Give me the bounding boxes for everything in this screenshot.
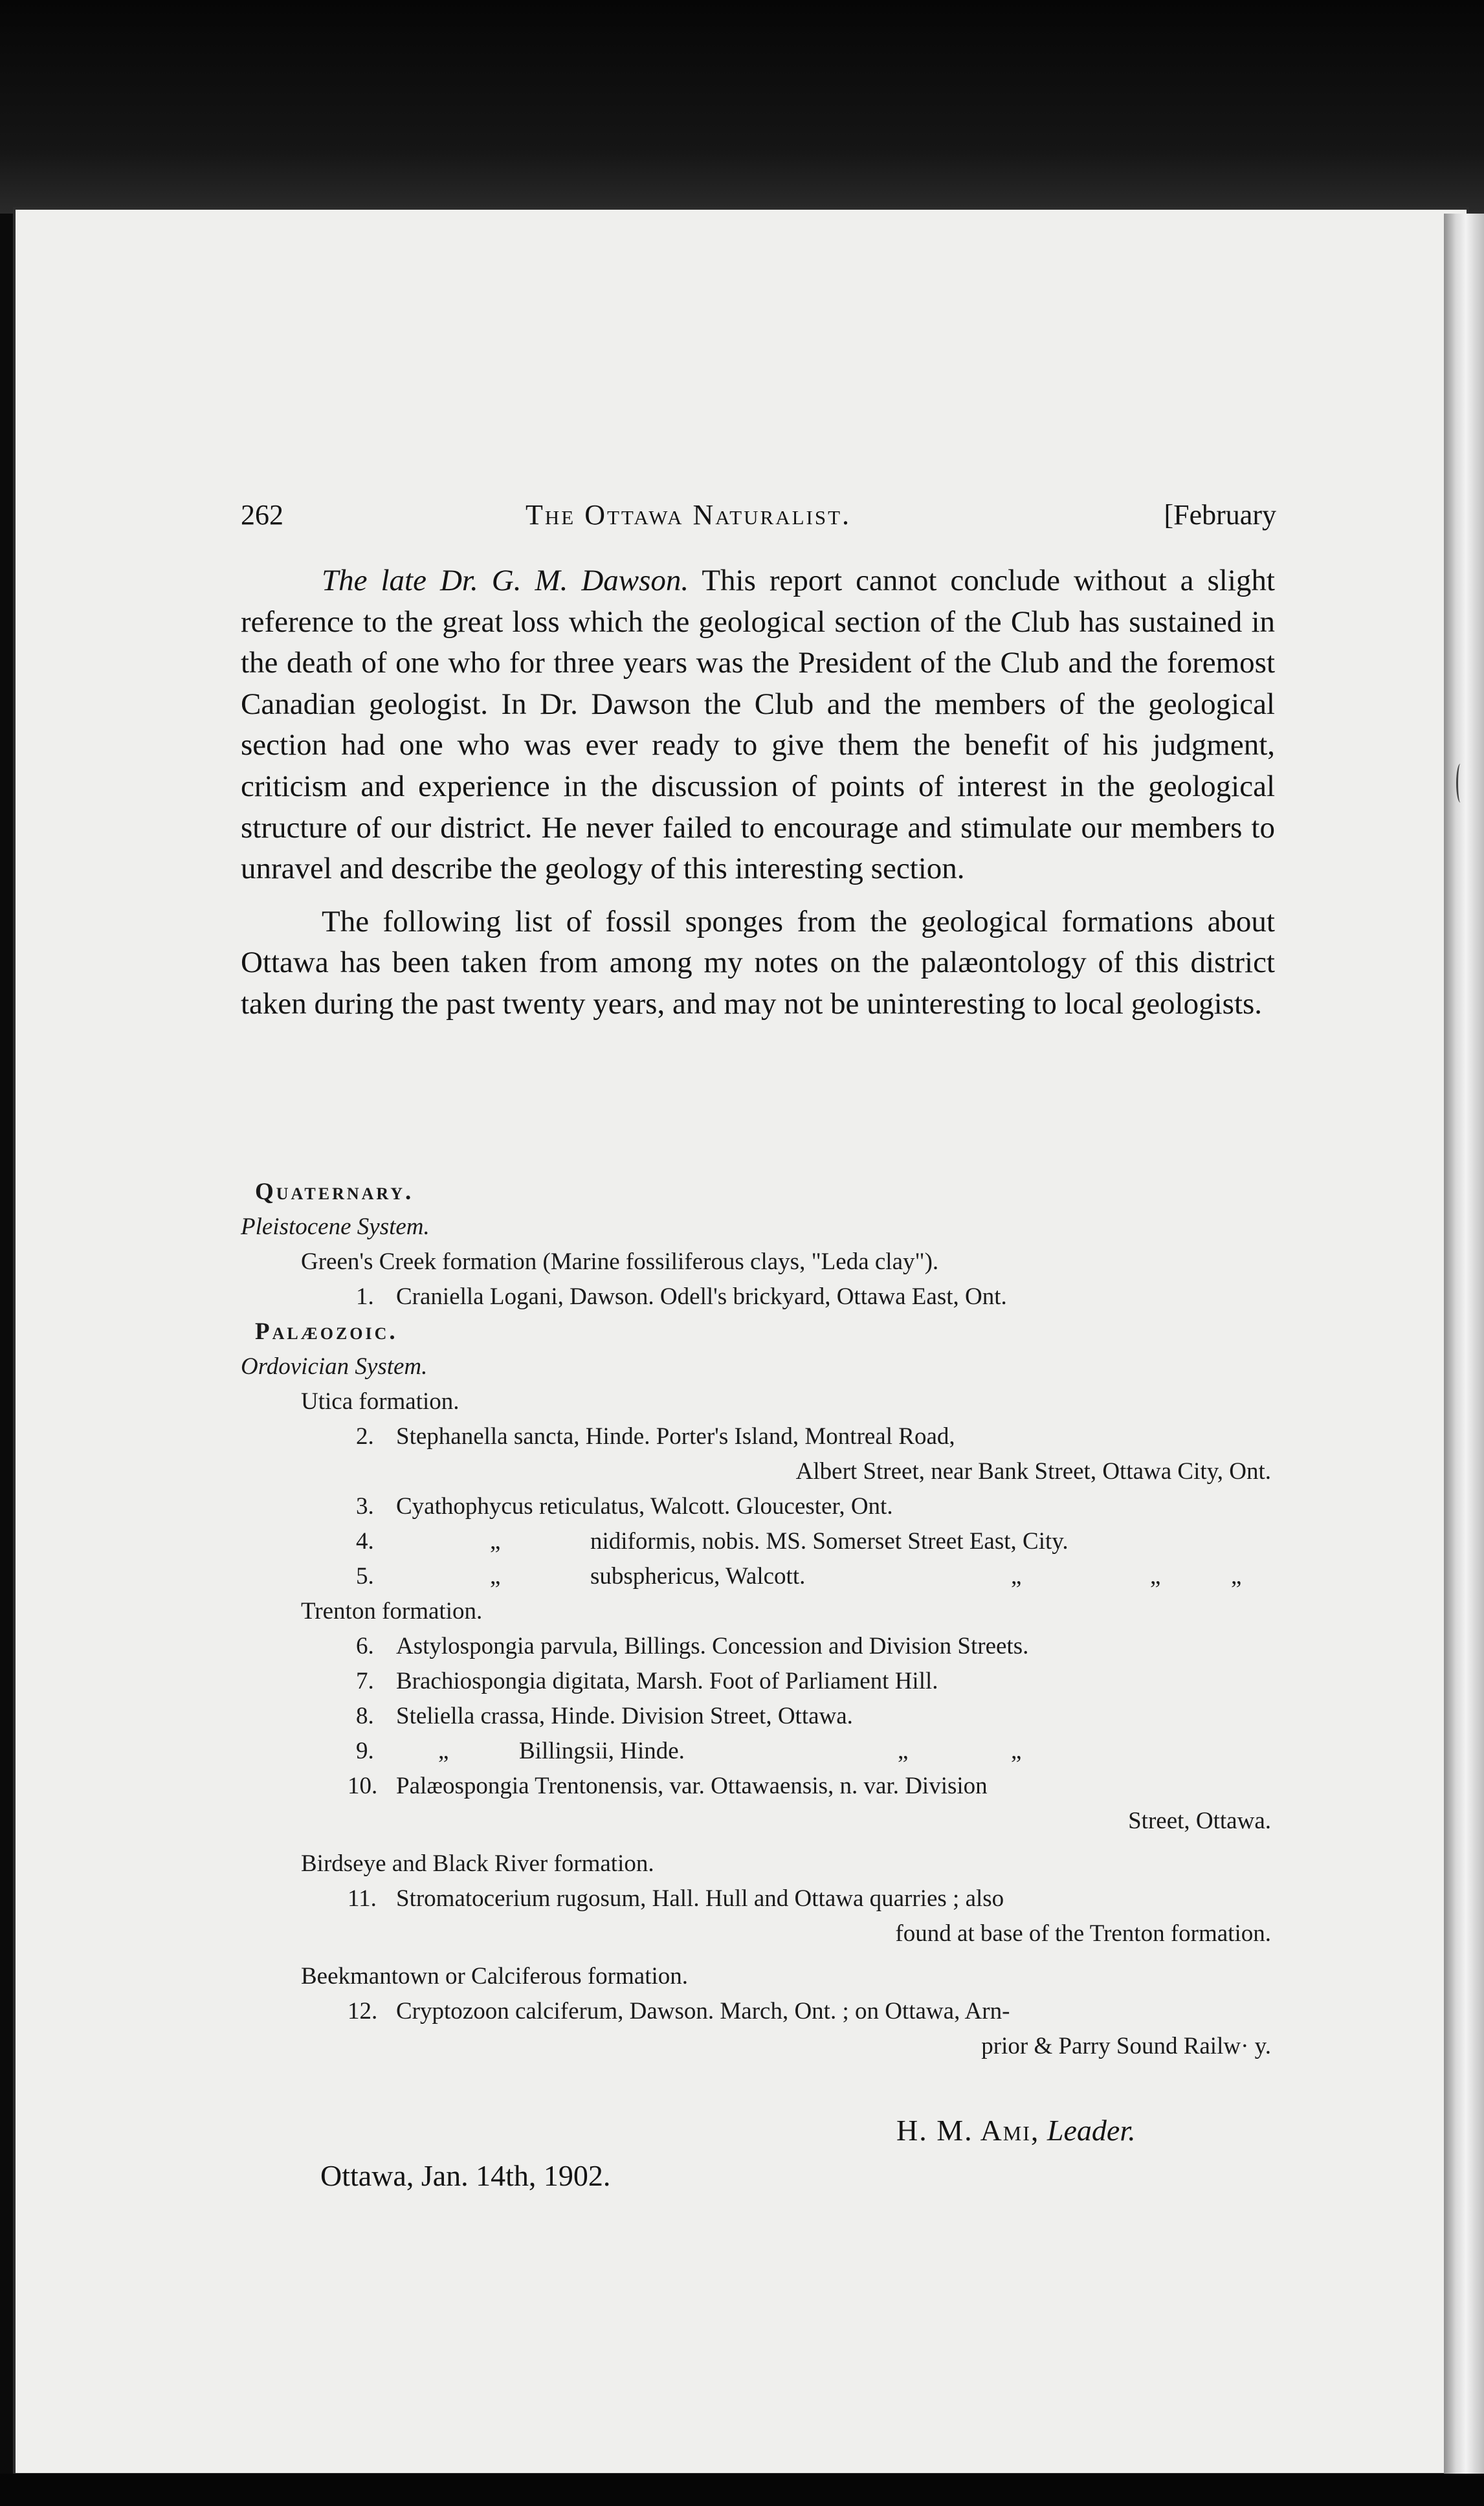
list-item <box>241 1699 1276 1734</box>
author-name: H. M. Ami, <box>896 2114 1040 2147</box>
formation-heading <box>241 1846 1276 1881</box>
item-text: Cyathophycus reticulatus, Walcott. Gloucester, Ont. <box>396 1493 893 1520</box>
formation-heading: Green's Creek formation (Marine fossiliferous clays, "Leda clay"). <box>301 1248 939 1275</box>
item-text-continued: prior & Parry Sound Railw· y. <box>981 2033 1271 2059</box>
list-item <box>241 1994 1276 2029</box>
list-item <box>241 1419 1276 1454</box>
item-text: Steliella crassa, Hinde. Division Street, Ottawa. <box>396 1703 853 1729</box>
author-role: Leader. <box>1047 2114 1136 2147</box>
issue-month: [February <box>1164 499 1276 531</box>
item-number: 12. <box>348 1998 378 2024</box>
ditto-mark: „ <box>490 1528 501 1555</box>
item-number: 11. <box>348 1885 377 1912</box>
ditto-mark: „ <box>1231 1563 1242 1590</box>
item-text-continued: Albert Street, near Bank Street, Ottawa City, Ont. <box>795 1458 1271 1485</box>
item-number: 6. <box>356 1633 374 1659</box>
scan-bottom-edge <box>0 2474 1484 2506</box>
list-item <box>241 1769 1276 1804</box>
system-heading: Pleistocene System. <box>241 1214 430 1240</box>
list-item <box>241 1881 1276 1916</box>
ditto-mark: „ <box>1011 1738 1022 1764</box>
item-number: 3. <box>356 1493 374 1520</box>
list-item-continuation <box>241 2029 1276 2064</box>
dateline: Ottawa, Jan. 14th, 1902. <box>320 2159 611 2192</box>
period-heading: Quaternary. <box>255 1179 414 1205</box>
item-number: 9. <box>356 1738 374 1764</box>
item-number: 2. <box>356 1423 374 1450</box>
formation-heading: Utica formation. <box>301 1388 460 1415</box>
formation-heading <box>241 1959 1276 1994</box>
list-item <box>241 1559 1276 1594</box>
fossil-sponge-list <box>241 1175 1276 2064</box>
item-text: Cryptozoon calciferum, Dawson. March, Ont. ; on Ottawa, Arn- <box>396 1998 1010 2024</box>
article-body <box>241 560 1275 1025</box>
item-text: nidiformis, nobis. MS. Somerset Street East, City. <box>590 1528 1069 1555</box>
list-item <box>241 1664 1276 1699</box>
paragraph-lead: The late Dr. G. M. Dawson. <box>322 564 689 597</box>
item-number: 7. <box>356 1668 374 1694</box>
list-item-continuation <box>241 1916 1276 1951</box>
formation-heading: Trenton formation. <box>301 1598 483 1624</box>
ditto-mark: „ <box>1011 1563 1022 1590</box>
item-text: Astylospongia parvula, Billings. Concession and Division Streets. <box>396 1633 1029 1659</box>
formation-label: Beekmantown or Calciferous formation. <box>301 1963 688 1990</box>
margin-mark <box>1456 764 1465 803</box>
page-number: 262 <box>241 499 283 531</box>
item-text: Palæospongia Trentonensis, var. Ottawaensis, n. var. Division <box>396 1773 988 1799</box>
list-item <box>241 1489 1276 1524</box>
list-item-continuation <box>241 1804 1276 1839</box>
item-text: Stephanella sancta, Hinde. Porter's Island, Montreal Road, <box>396 1423 955 1450</box>
item-text: subsphericus, Walcott. <box>590 1563 806 1590</box>
item-text: Brachiospongia digitata, Marsh. Foot of Parliament Hill. <box>396 1668 938 1694</box>
item-number: 5. <box>356 1563 374 1590</box>
list-item <box>241 1524 1276 1559</box>
paragraph-sponges: The following list of fossil sponges from the geological formations about Ottawa has been taken from among my notes on the palæontology of this district taken during the past twenty years, and may not be uninteresting to local geologists. <box>241 904 1275 1021</box>
list-item-continuation <box>241 1454 1276 1489</box>
page-right-edge <box>1444 214 1484 2479</box>
item-text: Billingsii, Hinde. <box>519 1738 685 1764</box>
ditto-mark: „ <box>898 1738 909 1764</box>
running-header <box>241 498 1276 537</box>
list-item <box>241 1734 1276 1769</box>
item-number: 8. <box>356 1703 374 1729</box>
ditto-mark: „ <box>438 1738 449 1764</box>
formation-label: Birdseye and Black River formation. <box>301 1850 654 1877</box>
ditto-mark: „ <box>490 1563 501 1590</box>
author-signature <box>896 2113 1136 2147</box>
item-text: Craniella Logani, Dawson. Odell's brickyard, Ottawa East, Ont. <box>396 1283 1007 1310</box>
list-item <box>241 1629 1276 1664</box>
item-number: 4. <box>356 1528 374 1555</box>
ditto-mark: „ <box>1150 1563 1161 1590</box>
item-text: Stromatocerium rugosum, Hall. Hull and Ottawa quarries ; also <box>396 1885 1004 1912</box>
system-heading: Ordovician System. <box>241 1353 428 1380</box>
list-item <box>241 1280 1276 1314</box>
paragraph-dawson <box>241 560 1275 890</box>
item-text-continued: Street, Ottawa. <box>1128 1808 1271 1834</box>
item-text-continued: found at base of the Trenton formation. <box>895 1920 1271 1947</box>
scan-top-edge <box>0 0 1484 214</box>
period-heading: Palæozoic. <box>255 1318 398 1345</box>
paragraph-text: This report cannot conclude without a slight reference to the great loss which the geological section of the Club has sustained in the death of one who for three years was the President of the Club and the foremost Canadian geologist. In Dr. Dawson the Club and the members of the geological section had one who was ever ready to give them the benefit of his judgment, criticism and experience in the discussion of points of interest in the geological structure of our district. He never failed to encourage and stimulate our members to unravel and describe the geology of this interesting section. <box>241 564 1275 886</box>
item-number: 1. <box>356 1283 374 1310</box>
item-number: 10. <box>348 1773 378 1799</box>
journal-title: The Ottawa Naturalist. <box>526 499 852 531</box>
